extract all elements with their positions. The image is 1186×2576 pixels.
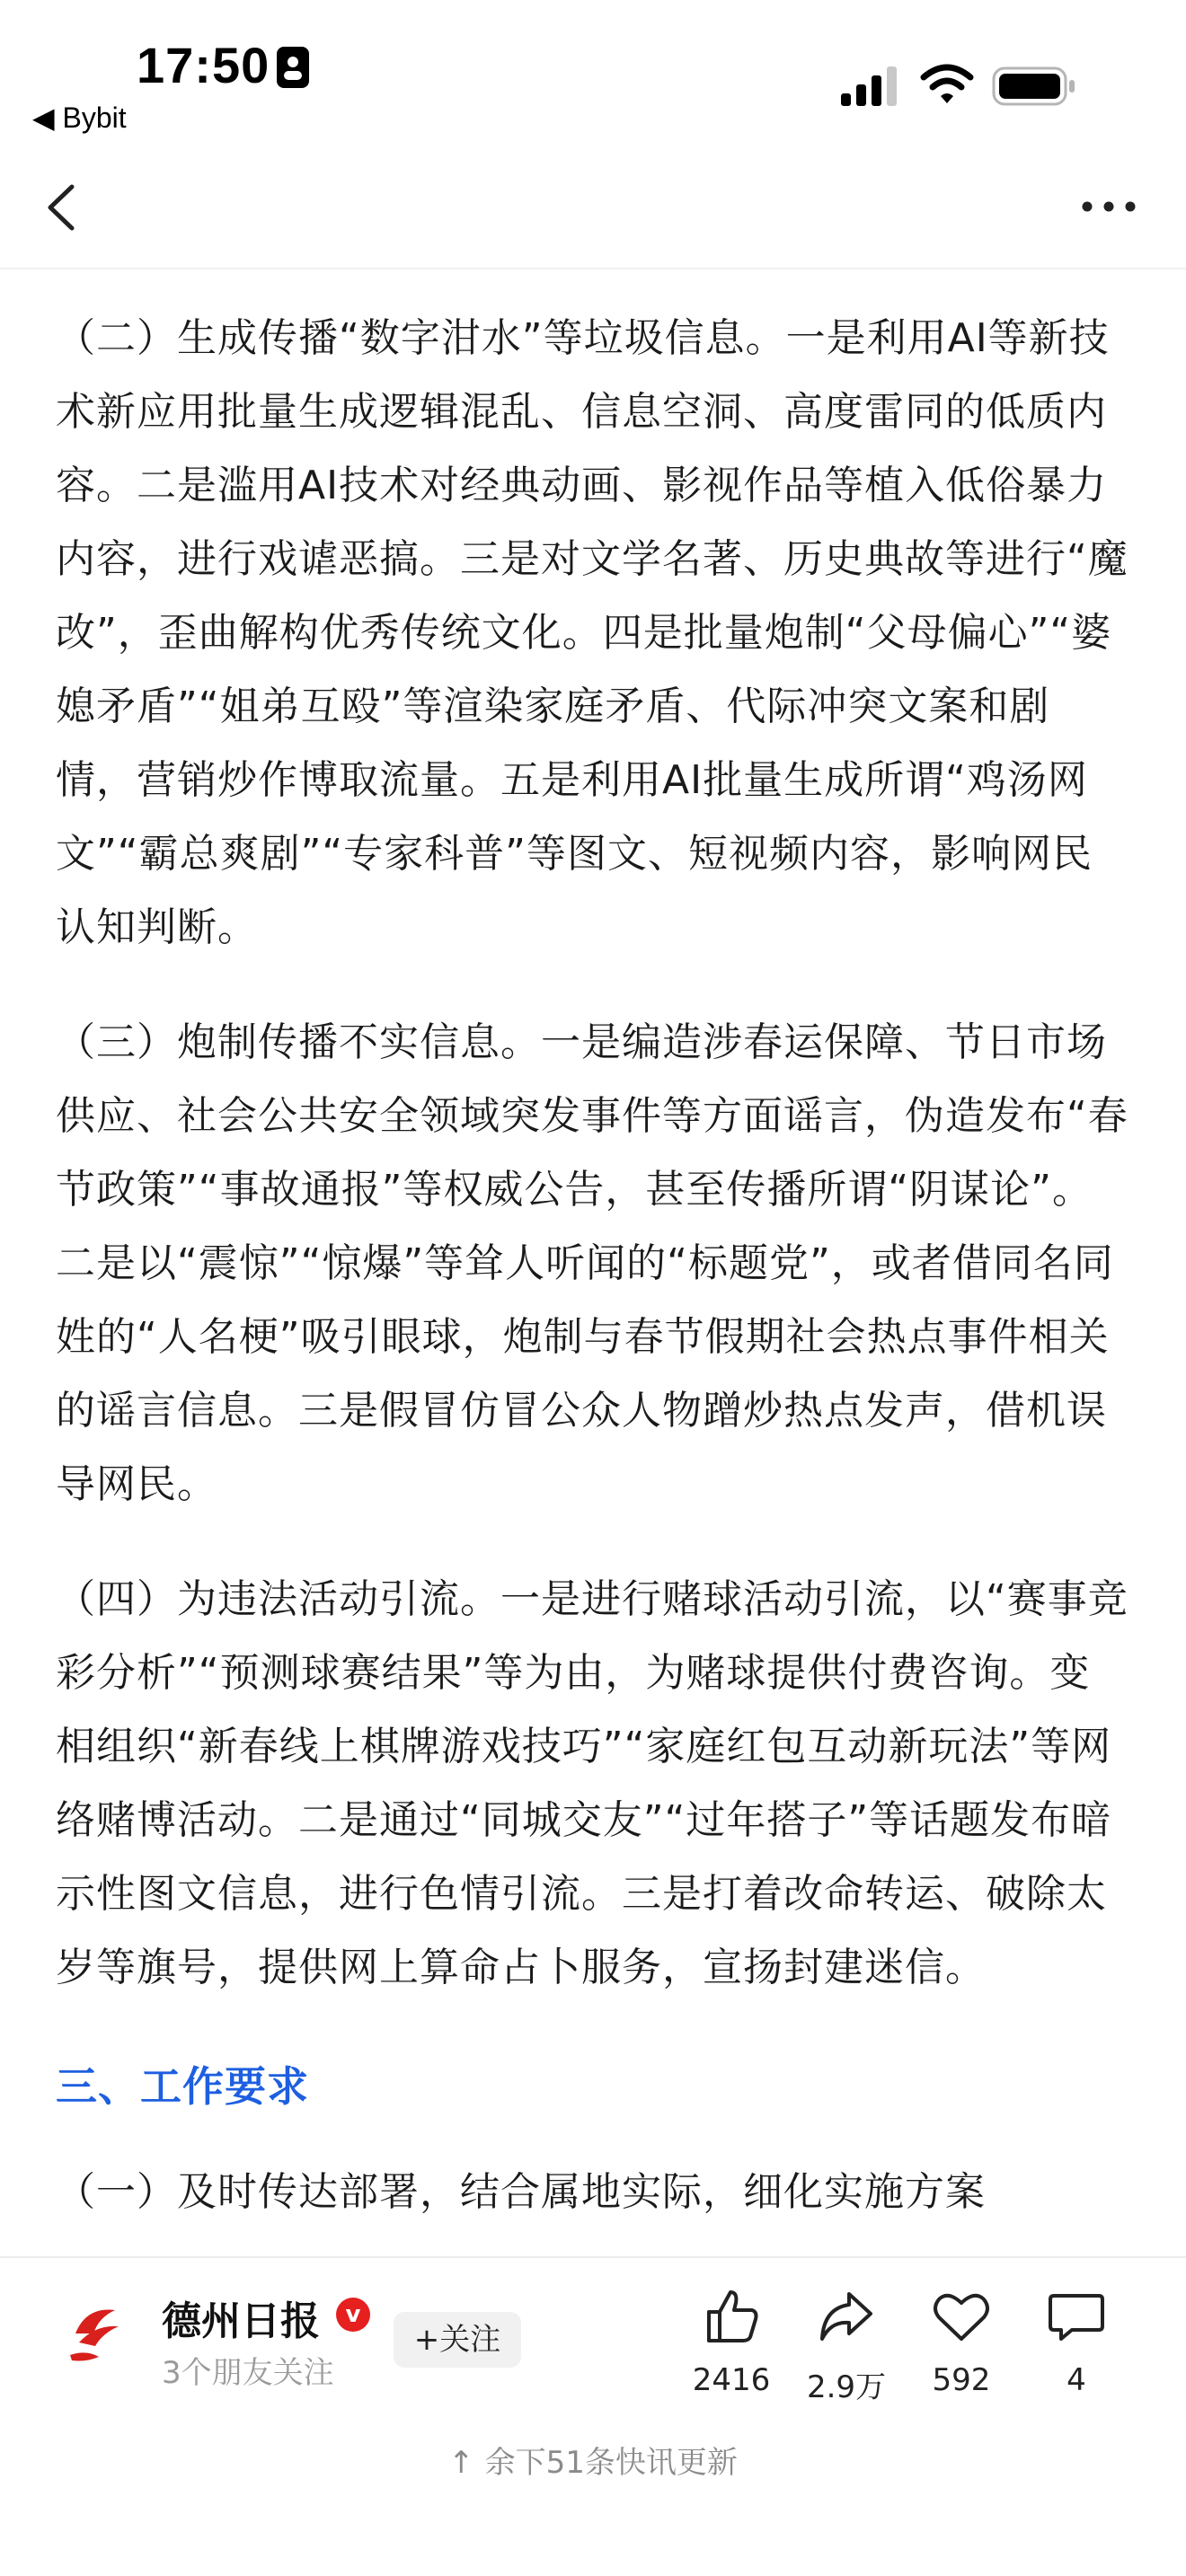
status-bar [0, 0, 1186, 144]
favorite-button[interactable] [907, 2285, 1015, 2398]
like-button[interactable] [677, 2285, 785, 2398]
back-to-app-link[interactable]: ◀ Bybit [32, 101, 127, 134]
share-count: 2.9万 [806, 2369, 887, 2405]
share-button[interactable] [792, 2285, 900, 2406]
battery-icon [992, 66, 1076, 106]
comment-button[interactable] [1022, 2285, 1130, 2398]
wifi-icon [920, 63, 974, 106]
favorite-count: 592 [932, 2362, 991, 2398]
back-button[interactable] [36, 176, 90, 239]
remaining-updates-link[interactable] [0, 2438, 1186, 2482]
section-heading: 三、工作要求 [56, 2062, 309, 2111]
signal-icon [841, 66, 898, 106]
id-card-icon [277, 47, 309, 88]
chevron-left-icon [36, 176, 90, 239]
article-paragraph: （三）炮制传播不实信息。一是编造涉春运保障、节日市场供应、社会公共安全领域突发事件等方面谣言，伪造发布“春节政策”“事故通报”等权威公告，甚至传播所谓“阴谋论”。二是以“震惊”“惊爆”等耸人听闻的“标题党”，或者借同名同姓的“人名梗”吸引眼球，炮制与春节假期社会热点事件相关的谣言信息。三是假冒仿冒公众人物蹭炒热点发声，借机误导网民。 [56, 1019, 1128, 1507]
comment-bubble-icon [1045, 2285, 1108, 2348]
article-body [56, 269, 1130, 2229]
article-paragraph: （四）为违法活动引流。一是进行赌球活动引流，以“赛事竞彩分析”“预测球赛结果”等为由，为赌球提供付费咨询。变相组织“新春线上棋牌游戏技巧”“家庭红包互动新玩法”等网络赌博活动。二是通过“同城交友”“过年搭子”等话题发布暗示性图文信息，进行色情引流。三是打着改命转运、破除太岁等旗号，提供网上算命占卜服务，宣扬封建迷信。 [56, 1576, 1128, 1990]
like-count: 2416 [692, 2362, 771, 2398]
verified-icon: v [336, 2298, 370, 2332]
publisher-avatar[interactable] [59, 2298, 131, 2369]
remaining-updates-text: 余下51条快讯更新 [484, 2445, 738, 2481]
nav-bar [0, 144, 1186, 269]
article-paragraph: （二）生成传播“数字泔水”等垃圾信息。一是利用AI等新技术新应用批量生成逻辑混乱、信息空洞、高度雷同的低质内容。二是滥用AI技术对经典动画、影视作品等植入低俗暴力内容，进行戏谑恶搞。三是对文学名著、历史典故等进行“魔改”，歪曲解构优秀传统文化。四是批量炮制“父母偏心”“婆媳矛盾”“姐弟互殴”等渲染家庭矛盾、代际冲突文案和剧情，营销炒作博取流量。五是利用AI批量生成所谓“鸡汤网文”“霸总爽剧”“专家科普”等图文、短视频内容，影响网民认知判断。 [56, 315, 1128, 950]
friends-follow-text: 3个朋友关注 [162, 2355, 334, 2391]
more-dots-icon [1075, 189, 1146, 225]
article-paragraph: （一）及时传达部署，结合属地实际，细化实施方案 [56, 2169, 986, 2215]
publisher-logo-icon [59, 2298, 131, 2369]
publisher-name[interactable]: 德州日报 [162, 2298, 320, 2344]
thumbs-up-icon [700, 2285, 763, 2348]
comment-count: 4 [1067, 2362, 1086, 2398]
more-button[interactable] [1075, 189, 1146, 225]
share-arrow-icon [815, 2285, 878, 2348]
heart-icon [930, 2285, 993, 2348]
bottom-action-bar [0, 2256, 1186, 2576]
follow-button[interactable]: +关注 [394, 2312, 521, 2368]
arrow-up-icon: ↑ [448, 2445, 474, 2481]
status-time: 17:50 [137, 37, 270, 93]
